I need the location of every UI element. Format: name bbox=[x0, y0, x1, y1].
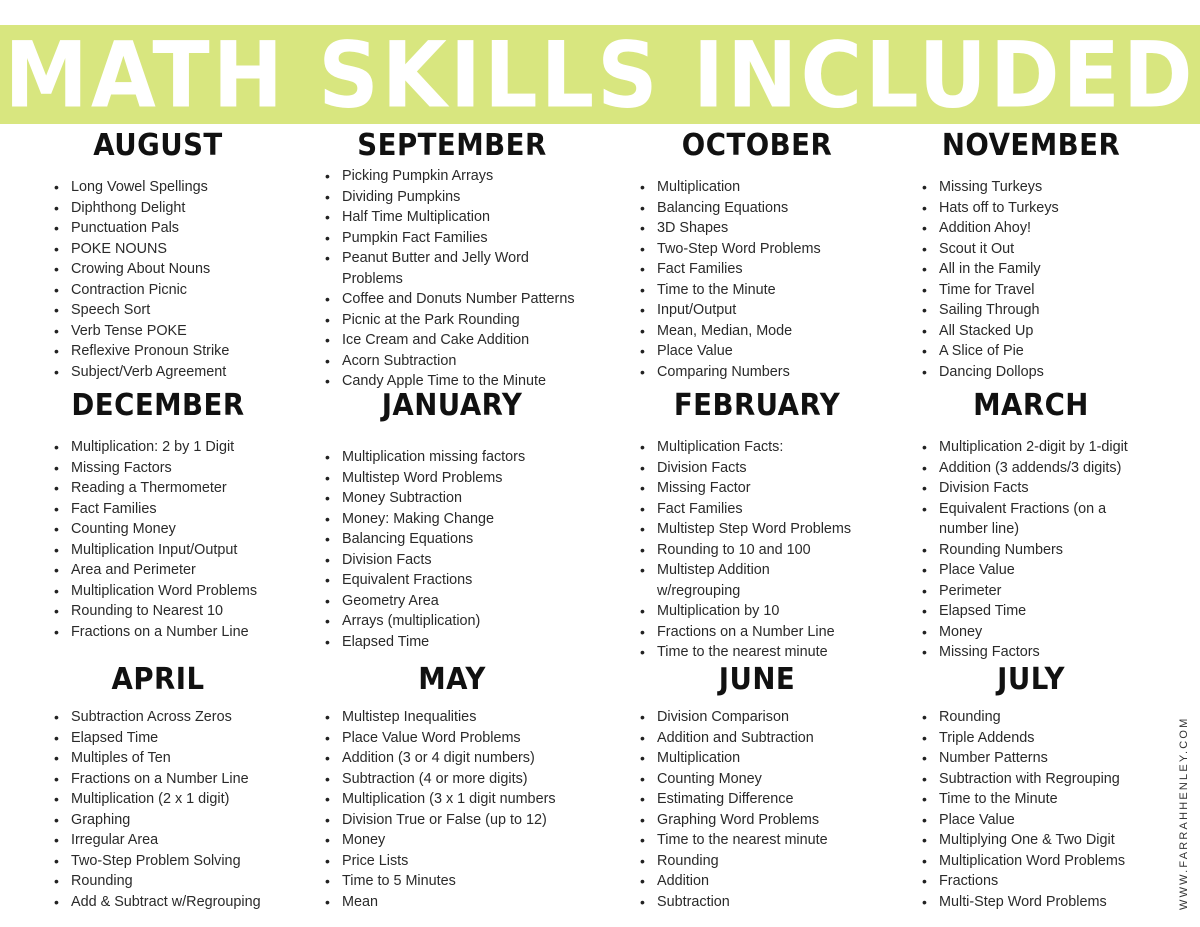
skill-item: • Time to the nearest minute bbox=[657, 642, 902, 663]
skill-item: • Fact Families bbox=[657, 499, 902, 520]
skill-item: • Mean, Median, Mode bbox=[657, 321, 902, 342]
skill-item: • Multiplication Input/Output bbox=[71, 540, 321, 561]
skill-item: • Multistep Addition w/regrouping bbox=[657, 560, 797, 601]
skill-item: • Irregular Area bbox=[71, 830, 321, 851]
skill-item: • Hats off to Turkeys bbox=[939, 198, 1179, 219]
month-title-january: JANUARY bbox=[381, 388, 523, 423]
skill-item: • Diphthong Delight bbox=[71, 198, 321, 219]
skill-item: • Fact Families bbox=[71, 499, 321, 520]
skill-item: • Crowing About Nouns bbox=[71, 259, 321, 280]
skill-item: • Arrays (multiplication) bbox=[342, 611, 597, 632]
skill-list-february bbox=[636, 437, 902, 663]
skill-item: • Acorn Subtraction bbox=[342, 351, 597, 372]
skill-list-june bbox=[636, 707, 902, 912]
month-title-november: NOVEMBER bbox=[941, 128, 1121, 163]
skill-list-january bbox=[321, 447, 597, 652]
skill-item: • Number Patterns bbox=[939, 748, 1179, 769]
skill-item: • Ice Cream and Cake Addition bbox=[342, 330, 597, 351]
skill-item: • Candy Apple Time to the Minute bbox=[342, 371, 597, 392]
skill-item: • Division Facts bbox=[657, 458, 902, 479]
month-title-december: DECEMBER bbox=[71, 388, 245, 423]
skill-item: • Multistep Inequalities bbox=[342, 707, 597, 728]
skill-item: • Input/Output bbox=[657, 300, 902, 321]
skill-item: • Addition and Subtraction bbox=[657, 728, 902, 749]
skill-item: • All in the Family bbox=[939, 259, 1179, 280]
skill-item: • Multiplication (2 x 1 digit) bbox=[71, 789, 321, 810]
skill-item: • Division Facts bbox=[939, 478, 1179, 499]
skill-item: • Addition Ahoy! bbox=[939, 218, 1179, 239]
skill-item: • Fractions bbox=[939, 871, 1179, 892]
skill-item: • Division Comparison bbox=[657, 707, 902, 728]
skill-item: • All Stacked Up bbox=[939, 321, 1179, 342]
skill-item: • Scout it Out bbox=[939, 239, 1179, 260]
skill-item: • Multistep Word Problems bbox=[342, 468, 597, 489]
month-title-october: OCTOBER bbox=[681, 128, 833, 163]
skill-item: • Place Value bbox=[657, 341, 902, 362]
skill-item: • Time to 5 Minutes bbox=[342, 871, 597, 892]
skill-item: • Missing Factors bbox=[939, 642, 1179, 663]
skill-item: • Rounding to Nearest 10 bbox=[71, 601, 321, 622]
skill-item: • Multiplication bbox=[657, 748, 902, 769]
skill-item: • 3D Shapes bbox=[657, 218, 902, 239]
skill-item: • Money: Making Change bbox=[342, 509, 597, 530]
skill-item: • Balancing Equations bbox=[657, 198, 902, 219]
skill-item: • Sailing Through bbox=[939, 300, 1179, 321]
skill-item: • Contraction Picnic bbox=[71, 280, 321, 301]
skill-item: • Money bbox=[939, 622, 1179, 643]
skill-item: • Balancing Equations bbox=[342, 529, 597, 550]
skill-item: • Time for Travel bbox=[939, 280, 1179, 301]
skill-item: • Time to the Minute bbox=[939, 789, 1179, 810]
skill-list-october bbox=[636, 177, 902, 382]
skill-item: • Two-Step Problem Solving bbox=[71, 851, 321, 872]
skill-item: • Perimeter bbox=[939, 581, 1179, 602]
skill-item: • Verb Tense POKE bbox=[71, 321, 321, 342]
skill-item: • Fractions on a Number Line bbox=[71, 769, 321, 790]
skill-item: • Dancing Dollops bbox=[939, 362, 1179, 383]
skill-item: • Mean bbox=[342, 892, 597, 913]
skill-item: • Money Subtraction bbox=[342, 488, 597, 509]
month-title-march: MARCH bbox=[973, 388, 1089, 423]
skill-list-september bbox=[321, 166, 597, 392]
skill-item: • Time to the nearest minute bbox=[657, 830, 902, 851]
skill-item: • Addition bbox=[657, 871, 902, 892]
skill-item: • POKE NOUNS bbox=[71, 239, 321, 260]
skill-item: • Counting Money bbox=[71, 519, 321, 540]
skill-item: • Punctuation Pals bbox=[71, 218, 321, 239]
skill-item: • Multiplication by 10 bbox=[657, 601, 902, 622]
skill-item: • Multiplication Facts: bbox=[657, 437, 902, 458]
skill-item: • Multiplication (3 x 1 digit numbers bbox=[342, 789, 597, 810]
skill-item: • Rounding bbox=[71, 871, 321, 892]
skill-item: • Long Vowel Spellings bbox=[71, 177, 321, 198]
skill-item: • Addition (3 addends/3 digits) bbox=[939, 458, 1179, 479]
skill-list-july bbox=[918, 707, 1179, 912]
skill-item: • Missing Factor bbox=[657, 478, 902, 499]
skill-item: • Rounding bbox=[939, 707, 1179, 728]
skill-list-march bbox=[918, 437, 1179, 663]
skill-item: • Subtraction Across Zeros bbox=[71, 707, 321, 728]
skill-item: • Fractions on a Number Line bbox=[657, 622, 902, 643]
skill-item: • Elapsed Time bbox=[71, 728, 321, 749]
month-title-april: APRIL bbox=[111, 662, 205, 697]
skill-item: • Add & Subtract w/Regrouping bbox=[71, 892, 321, 913]
skill-item: • Half Time Multiplication bbox=[342, 207, 597, 228]
skill-item: • Elapsed Time bbox=[342, 632, 597, 653]
skill-item: • Multi-Step Word Problems bbox=[939, 892, 1179, 913]
skill-item: • Money bbox=[342, 830, 597, 851]
month-title-may: MAY bbox=[418, 662, 486, 697]
skill-item: • Rounding bbox=[657, 851, 902, 872]
skill-item: • Subtraction bbox=[657, 892, 902, 913]
skill-item: • Subtraction with Regrouping bbox=[939, 769, 1179, 790]
skill-item: • Multiplication: 2 by 1 Digit bbox=[71, 437, 321, 458]
skill-item: • Multistep Step Word Problems bbox=[657, 519, 902, 540]
skill-item: • Triple Addends bbox=[939, 728, 1179, 749]
skill-item: • Missing Turkeys bbox=[939, 177, 1179, 198]
skill-list-november bbox=[918, 177, 1179, 382]
skill-item: • A Slice of Pie bbox=[939, 341, 1179, 362]
skill-item: • Rounding Numbers bbox=[939, 540, 1179, 561]
skill-item: • Subtraction (4 or more digits) bbox=[342, 769, 597, 790]
skill-item: • Multiplication missing factors bbox=[342, 447, 597, 468]
skill-item: • Time to the Minute bbox=[657, 280, 902, 301]
skill-item: • Missing Factors bbox=[71, 458, 321, 479]
skill-item: • Peanut Butter and Jelly Word Problems bbox=[342, 248, 537, 289]
skill-list-december bbox=[50, 437, 321, 642]
month-title-february: FEBRUARY bbox=[673, 388, 841, 423]
skill-item: • Multiples of Ten bbox=[71, 748, 321, 769]
page-title: MATH SKILLS INCLUDED bbox=[4, 21, 1196, 128]
skill-item: • Coffee and Donuts Number Patterns bbox=[342, 289, 597, 310]
skill-item: • Graphing Word Problems bbox=[657, 810, 902, 831]
skill-item: • Division True or False (up to 12) bbox=[342, 810, 597, 831]
month-title-september: SEPTEMBER bbox=[357, 128, 547, 163]
month-title-july: JULY bbox=[997, 662, 1065, 697]
skill-item: • Fractions on a Number Line bbox=[71, 622, 321, 643]
skill-item: • Place Value Word Problems bbox=[342, 728, 597, 749]
skill-item: • Area and Perimeter bbox=[71, 560, 321, 581]
skill-item: • Speech Sort bbox=[71, 300, 321, 321]
skill-item: • Equivalent Fractions (on a number line) bbox=[939, 499, 1119, 540]
title-banner bbox=[0, 21, 1200, 128]
skill-item: • Place Value bbox=[939, 810, 1179, 831]
skill-item: • Reflexive Pronoun Strike bbox=[71, 341, 321, 362]
website-url: WWW.FARRAHHENLEY.COM bbox=[1178, 716, 1190, 910]
skill-item: • Multiplication Word Problems bbox=[939, 851, 1179, 872]
skill-item: • Picnic at the Park Rounding bbox=[342, 310, 597, 331]
skill-item: • Subject/Verb Agreement bbox=[71, 362, 321, 383]
skill-item: • Dividing Pumpkins bbox=[342, 187, 597, 208]
skill-item: • Estimating Difference bbox=[657, 789, 902, 810]
skill-item: • Graphing bbox=[71, 810, 321, 831]
skill-item: • Multiplication bbox=[657, 177, 902, 198]
skill-list-may bbox=[321, 707, 597, 912]
skill-item: • Elapsed Time bbox=[939, 601, 1179, 622]
skill-item: • Division Facts bbox=[342, 550, 597, 571]
skill-item: • Two-Step Word Problems bbox=[657, 239, 902, 260]
skill-list-august bbox=[50, 177, 321, 382]
skill-item: • Place Value bbox=[939, 560, 1179, 581]
skill-item: • Counting Money bbox=[657, 769, 902, 790]
month-title-june: JUNE bbox=[718, 662, 796, 697]
month-title-august: AUGUST bbox=[93, 128, 223, 163]
skill-item: • Equivalent Fractions bbox=[342, 570, 597, 591]
skill-item: • Multiplying One & Two Digit bbox=[939, 830, 1179, 851]
skill-item: • Multiplication Word Problems bbox=[71, 581, 321, 602]
skill-item: • Pumpkin Fact Families bbox=[342, 228, 597, 249]
skill-item: • Geometry Area bbox=[342, 591, 597, 612]
skill-item: • Picking Pumpkin Arrays bbox=[342, 166, 597, 187]
skill-item: • Multiplication 2-digit by 1-digit bbox=[939, 437, 1179, 458]
skill-item: • Rounding to 10 and 100 bbox=[657, 540, 902, 561]
skill-item: • Addition (3 or 4 digit numbers) bbox=[342, 748, 597, 769]
skill-item: • Comparing Numbers bbox=[657, 362, 902, 383]
skill-item: • Price Lists bbox=[342, 851, 597, 872]
skill-item: • Reading a Thermometer bbox=[71, 478, 321, 499]
skill-item: • Fact Families bbox=[657, 259, 902, 280]
skill-list-april bbox=[50, 707, 321, 912]
